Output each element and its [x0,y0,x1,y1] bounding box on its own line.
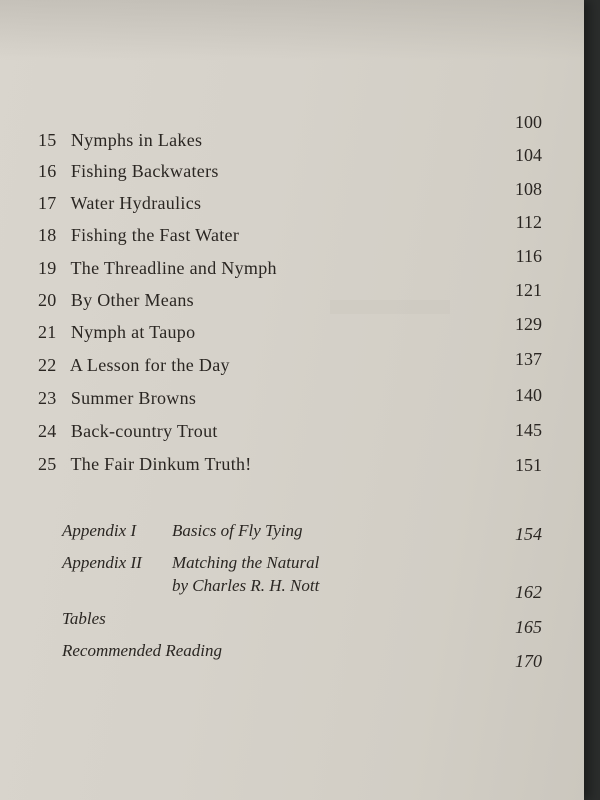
chapter-title: The Threadline and Nymph [70,258,277,278]
page-number: 100 [515,112,542,132]
appendix-label: Appendix II [62,553,142,572]
chapter-title: By Other Means [70,290,194,310]
chapter-number: 24 [38,421,57,441]
chapter-entry [38,454,252,475]
page-number: 129 [515,314,542,334]
chapter-title: Back-country Trout [70,421,218,441]
appendix-title: Basics of Fly Tying [172,521,303,540]
chapter-title: Nymph at Taupo [70,322,196,342]
page-number: 165 [515,617,542,637]
page-number: 145 [515,420,542,440]
chapter-number: 17 [38,193,57,213]
reading-label: Recommended Reading [62,641,223,660]
page-number: 112 [515,212,542,232]
page-number: 108 [515,179,542,199]
page-number: 140 [515,385,542,405]
page-number: 151 [515,455,542,475]
page-number: 154 [515,524,542,544]
page-number: 121 [515,280,542,300]
chapter-entry [38,421,218,442]
chapter-number: 16 [38,161,57,181]
appendix-title: Matching the Natural [172,553,320,572]
chapter-number: 18 [38,225,57,245]
page-number: 162 [515,582,542,602]
page-number: 116 [515,246,542,266]
chapter-title: Fishing Backwaters [70,161,219,181]
page-number: 104 [515,145,542,165]
chapter-title: Water Hydraulics [70,193,202,213]
chapter-entry [38,355,230,376]
chapter-title: A Lesson for the Day [69,355,230,375]
chapter-number: 23 [38,388,57,408]
chapter-entry [38,161,219,182]
chapter-title: Nymphs in Lakes [70,130,203,150]
chapter-number: 20 [38,290,57,310]
chapter-entry [38,290,194,311]
chapter-entry [38,193,201,214]
chapter-entry [38,130,202,151]
page-shadow [0,0,584,60]
tables-label: Tables [62,609,106,628]
chapter-number: 25 [38,454,57,474]
chapter-number: 15 [38,130,57,150]
chapter-number: 22 [38,355,57,375]
page-number: 170 [515,651,542,671]
chapter-title: The Fair Dinkum Truth! [70,454,252,474]
show-through-shade [330,300,450,314]
chapter-number: 21 [38,322,57,342]
chapter-number: 19 [38,258,57,278]
chapter-entry [38,225,239,246]
chapter-entry [38,388,196,409]
chapter-title: Fishing the Fast Water [70,225,240,245]
appendix-author: by Charles R. H. Nott [172,576,320,595]
chapter-entry [38,322,195,343]
appendix-label: Appendix I [62,521,137,540]
chapter-title: Summer Browns [70,388,197,408]
chapter-entry [38,258,277,279]
page-number: 137 [515,349,542,369]
